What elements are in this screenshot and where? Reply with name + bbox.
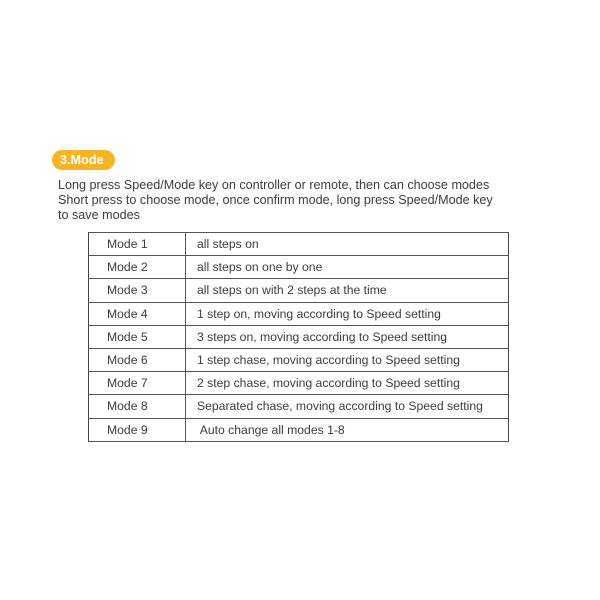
table-row bbox=[89, 302, 509, 325]
mode-description: all steps on with 2 steps at the time bbox=[186, 279, 509, 302]
mode-label: Mode 7 bbox=[89, 372, 186, 395]
mode-description: 3 steps on, moving according to Speed setting bbox=[186, 325, 509, 348]
intro-line-2: Short press to choose mode, once confirm mode, long press Speed/Mode key bbox=[58, 193, 493, 208]
table-row bbox=[89, 233, 509, 256]
mode-description: all steps on one by one bbox=[186, 256, 509, 279]
mode-description: Separated chase, moving according to Speed setting bbox=[186, 395, 509, 418]
table-row bbox=[89, 256, 509, 279]
section-badge: 3.Mode bbox=[52, 150, 115, 170]
mode-description: Auto change all modes 1-8 bbox=[186, 418, 509, 441]
mode-description: 2 step chase, moving according to Speed setting bbox=[186, 372, 509, 395]
table-row bbox=[89, 325, 509, 348]
mode-label: Mode 8 bbox=[89, 395, 186, 418]
mode-label: Mode 6 bbox=[89, 348, 186, 371]
mode-label: Mode 5 bbox=[89, 325, 186, 348]
mode-label: Mode 3 bbox=[89, 279, 186, 302]
mode-label: Mode 4 bbox=[89, 302, 186, 325]
modes-table bbox=[88, 232, 509, 442]
mode-description: 1 step on, moving according to Speed setting bbox=[186, 302, 509, 325]
mode-label: Mode 1 bbox=[89, 233, 186, 256]
intro-line-1: Long press Speed/Mode key on controller or remote, then can choose modes bbox=[58, 178, 490, 192]
mode-label: Mode 9 bbox=[89, 418, 186, 441]
intro-line-3: to save modes bbox=[58, 208, 140, 223]
table-row bbox=[89, 279, 509, 302]
mode-description: 1 step chase, moving according to Speed setting bbox=[186, 348, 509, 371]
mode-label: Mode 2 bbox=[89, 256, 186, 279]
table-row bbox=[89, 348, 509, 371]
table-row bbox=[89, 372, 509, 395]
mode-description: all steps on bbox=[186, 233, 509, 256]
intro-text bbox=[58, 178, 528, 224]
table-row bbox=[89, 395, 509, 418]
table-row bbox=[89, 418, 509, 441]
